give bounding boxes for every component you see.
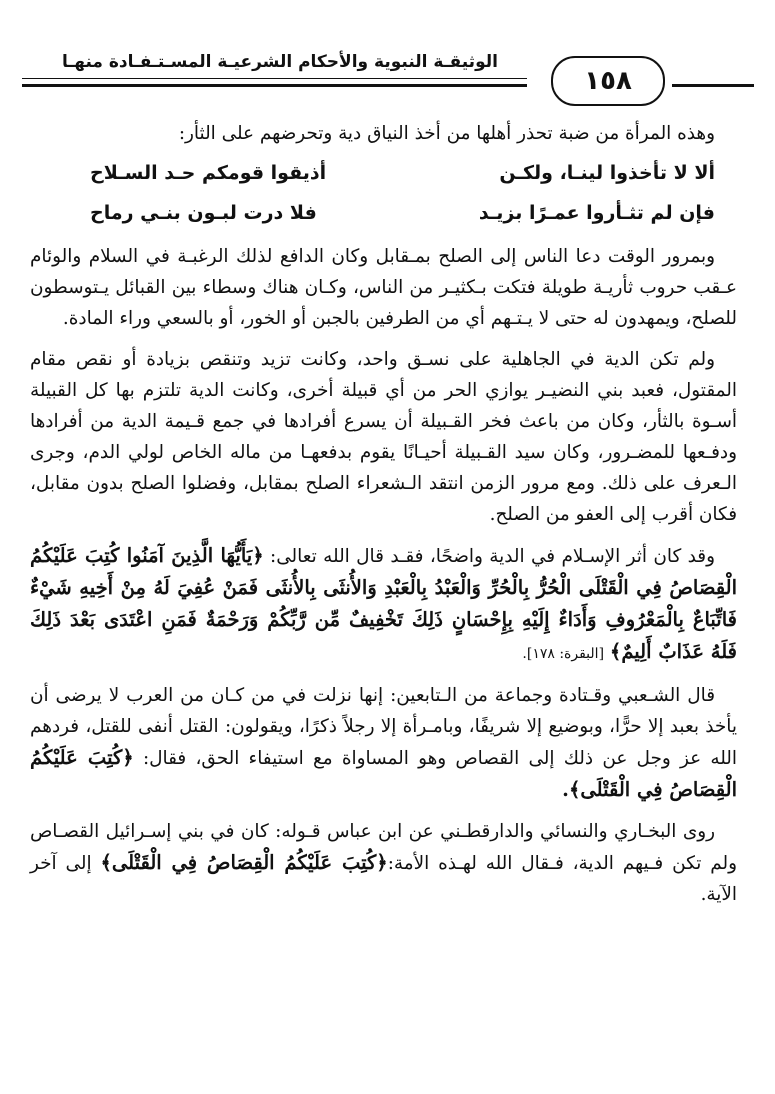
header-rule-right <box>672 84 754 87</box>
verse-reference: [البقرة: ١٧٨]. <box>522 646 605 662</box>
quran-verse: ﴿كُتِبَ عَلَيْكُمُ الْقِصَاصُ فِي الْقَتْلَى﴾. <box>30 746 737 801</box>
poem-line <box>90 193 715 233</box>
quran-verse: ﴿يَأَيُّهَا الَّذِينَ آمَنُوا كُتِبَ عَلَيْكُمُ الْقِصَاصُ فِي الْقَتْلَى الْحُرُّ بِالْحُرِّ وَالْعَبْدُ بِالْعَبْدِ وَالأُنثَى بِالأُنثَى فَمَنْ عُفِيَ لَهُ مِنْ أَخِيهِ شَيْءٌ فَاتِّبَاعٌ بِالْمَعْرُوفِ وَأَدَاءٌ إِلَيْهِ بِإِحْسَانٍ ذَلِكَ تَخْفِيفٌ مِّن رَّبِّكُمْ وَرَحْمَةٌ فَمَنِ اعْتَدَى بَعْدَ ذَلِكَ فَلَهُ عَذَابٌ أَلِيمٌ﴾ <box>30 544 737 663</box>
paragraph-text: وقد كان أثر الإسـلام في الدية واضحًا، فقـد قال الله تعالى: <box>270 546 715 567</box>
header-rule-thin <box>22 78 527 79</box>
poem-hemistich-right: فإن لم تثـأروا عمـرًا بزيـد <box>478 202 715 224</box>
page-number: ١٥٨ <box>551 56 665 106</box>
running-header-title: الوثيقـة النبوية والأحكام الشرعيـة المسـتـفـادة منهـا <box>62 52 498 72</box>
paragraph-with-verse <box>30 680 737 806</box>
paragraph: ولم تكن الدية في الجاهلية على نسـق واحد، وكانت تزيد وتنقص بزيادة أو نقص مقام المقتول، فعبد بني النضيـر يوازي الحر من أي قبيلة أخرى، وكانت الدية تلتزم بها كل القبيلة أسـوة بالثأر، وكان من باعث فخر القـبيلة أن يسرع أفرادها في جمع قـيمة الدية من أفرادها ودفـعها للمضـرور، وكان سيد القـبيلة أحيـانًا يقوم بدفعهـا من ماله الخاص لولي الدم، وجرى الـعرف على ذلك. ومع مرور الزمن انتقد الـشعراء الصلح بمقابل، وفضلوا الصلح بدون مقابل، فكان أقرب إلى العفو من الصلح. <box>30 349 737 525</box>
paragraph-text: قال الشـعبي وقـتادة وجماعة من الـتابعين: إنها نزلت في من كـان من العرب لا يرضى أن يأخذ بعبد إلا حرًّا، وبوضيع إلا شريفًا، وبامـرأة إلا رجلاً ذكرًا، ويقولون: القتل أنفى للقتل، فردهم الله عز وجل عن ذلك إلى القصاص وهو المساواة مع استيفاء الحق، فقال: <box>30 685 737 769</box>
intro-paragraph: وهذه المرأة من ضبة تحذر أهلها من أخذ النياق دية وتحرضهم على الثأر: <box>178 123 715 144</box>
quran-verse: ﴿كُتِبَ عَلَيْكُمُ الْقِصَاصُ فِي الْقَتْلَى﴾ <box>100 851 388 874</box>
header-rule-thick <box>22 84 527 87</box>
page-body <box>30 118 737 920</box>
paragraph-tail: إلى آخر الآية. <box>30 853 737 905</box>
poem-line <box>90 153 715 193</box>
poem-block <box>30 153 737 233</box>
paragraph-text: روى البخـاري والنسائي والدارقطـني عن ابن عباس قـوله: كان في بني إسـرائيل القصـاص ولم تكن فـيهم الدية، فـقال الله لهـذه الأمة: <box>30 821 737 874</box>
paragraph: وبمرور الوقت دعا الناس إلى الصلح بمـقابل وكان الدافع لذلك الرغبـة في السلام والوئام عـقب حروب ثأريـة طويلة فتكت بـكثيـر من الناس، وكـان هناك وسطاء بين القبائل يـتوسطون للصلح، ويمهدون له حتى لا يـتـهم أي من الطرفين بالجبن أو الخور، أو بالسعي وراء المادة. <box>30 246 737 329</box>
poem-hemistich-left: فلا درت لبـون بنـي رماح <box>90 202 317 224</box>
poem-hemistich-right: ألا لا تأخذوا لينـا، ولكـن <box>499 162 715 184</box>
paragraph-with-verse <box>30 816 737 910</box>
poem-hemistich-left: أذيقوا قومكم حـد السـلاح <box>90 162 327 184</box>
paragraph-with-verse <box>30 540 737 670</box>
